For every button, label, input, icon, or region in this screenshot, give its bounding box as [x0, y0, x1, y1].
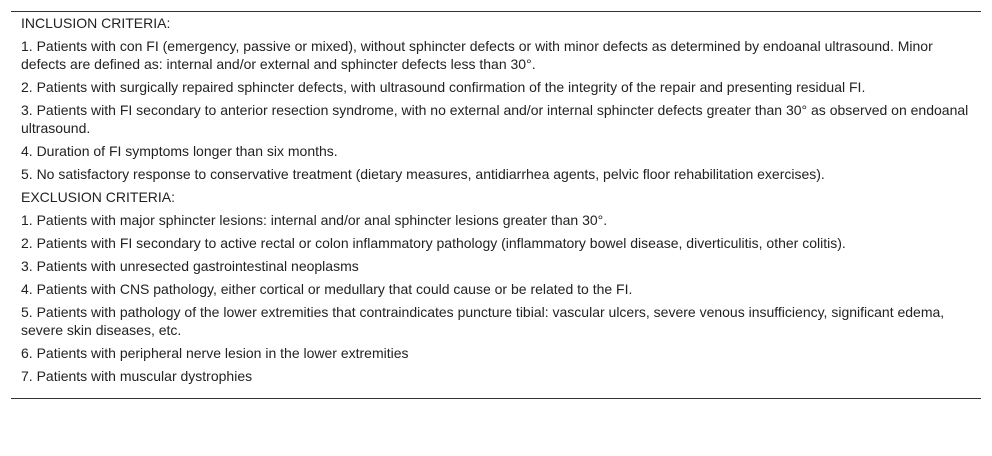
inclusion-criterion-3: 3. Patients with FI secondary to anterior resection syndrome, with no external and/or internal sphincter defects greater than 30° as observed on endoanal ultrasound.	[21, 102, 969, 136]
inclusion-criteria-heading: INCLUSION CRITERIA:	[21, 15, 171, 31]
exclusion-criterion-3: 3. Patients with unresected gastrointestinal neoplasms	[21, 258, 359, 274]
inclusion-criterion-5: 5. No satisfactory response to conservative treatment (dietary measures, antidiarrhea agents, pelvic floor rehabilitation exercises).	[21, 166, 825, 182]
exclusion-criterion-2: 2. Patients with FI secondary to active rectal or colon inflammatory pathology (inflammatory bowel disease, diverticulitis, other colitis).	[21, 235, 846, 251]
exclusion-criterion-1: 1. Patients with major sphincter lesions: internal and/or anal sphincter lesions greater than 30°.	[21, 212, 608, 228]
exclusion-criterion-5: 5. Patients with pathology of the lower extremities that contraindicates puncture tibial: vascular ulcers, severe venous insufficiency, significant edema, severe skin diseases, etc.	[21, 304, 945, 338]
inclusion-criterion-2: 2. Patients with surgically repaired sphincter defects, with ultrasound confirmation of the integrity of the repair and presenting residual FI.	[21, 79, 866, 95]
criteria-table	[11, 11, 981, 399]
exclusion-criterion-4: 4. Patients with CNS pathology, either cortical or medullary that could cause or be related to the FI.	[21, 281, 633, 297]
inclusion-criterion-1: 1. Patients with con FI (emergency, passive or mixed), without sphincter defects or with minor defects as determined by endoanal ultrasound. Minor defects are defined as: internal and/or external and sphincter defects less than 30°.	[21, 38, 933, 72]
inclusion-criterion-4: 4. Duration of FI symptoms longer than six months.	[21, 143, 338, 159]
exclusion-criteria-heading: EXCLUSION CRITERIA:	[21, 189, 176, 205]
exclusion-criterion-7: 7. Patients with muscular dystrophies	[21, 368, 253, 384]
exclusion-criterion-6: 6. Patients with peripheral nerve lesion in the lower extremities	[21, 345, 409, 361]
